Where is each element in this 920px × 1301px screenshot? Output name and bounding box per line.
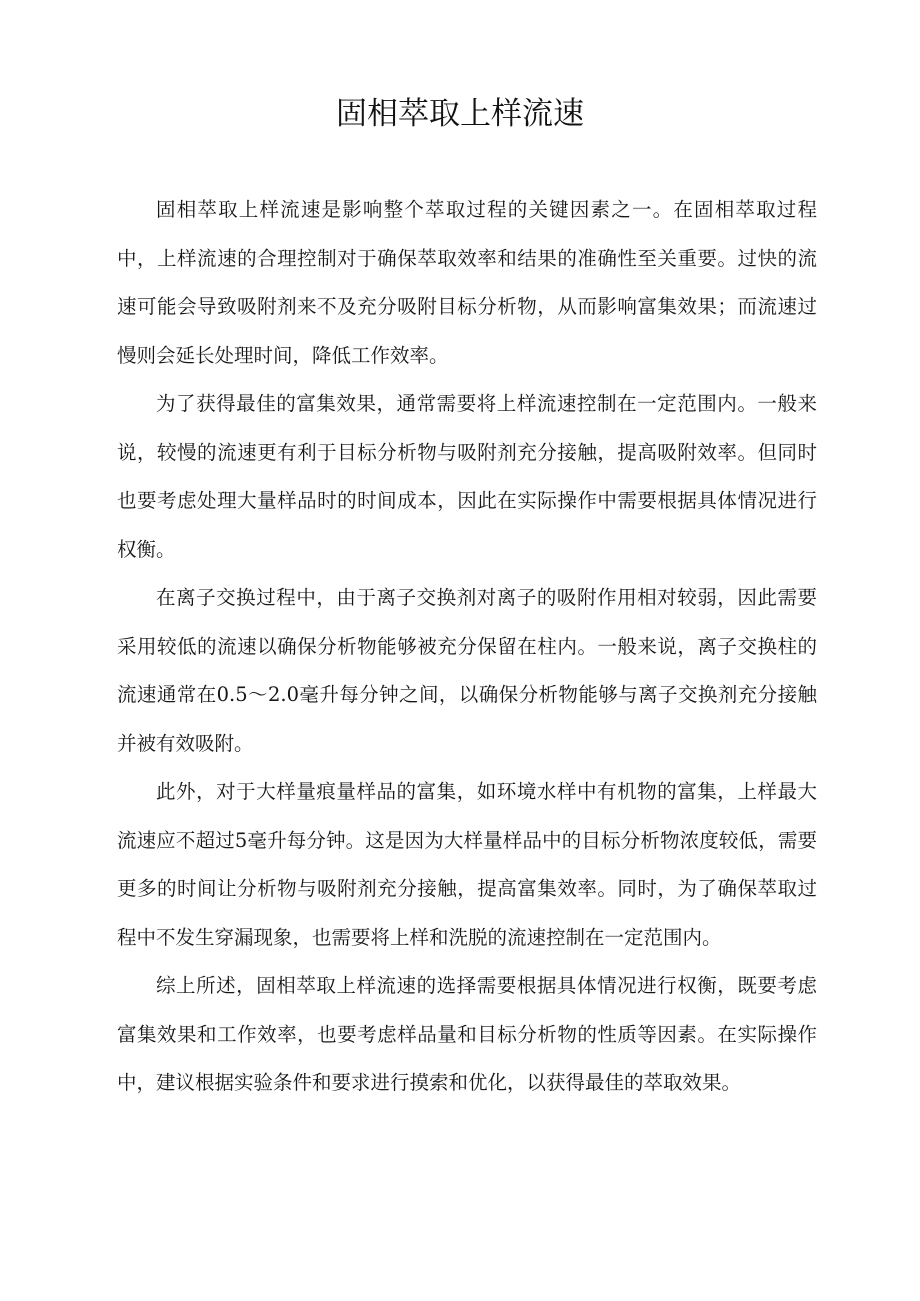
paragraph: 在离子交换过程中，由于离子交换剂对离子的吸附作用相对较弱，因此需要采用较低的流速以确保分析物能够被充分保留在柱内。一般来说，离子交换柱的流速通常在0.5〜2.0毫升每分钟之间，以确保分析物能够与离子交换剂充分接触并被有效吸附。: [117, 586, 817, 755]
paragraph: 综上所述，固相萃取上样流速的选择需要根据具体情况进行权衡，既要考虑富集效果和工作效率，也要考虑样品量和目标分析物的性质等因素。在实际操作中，建议根据实验条件和要求进行摸索和优化，以获得最佳的萃取效果。: [117, 974, 817, 1094]
paragraph: 为了获得最佳的富集效果，通常需要将上样流速控制在一定范围内。一般来说，较慢的流速更有利于目标分析物与吸附剂充分接触，提高吸附效率。但同时也要考虑处理大量样品时的时间成本，因此在实际操作中需要根据具体情况进行权衡。: [117, 392, 817, 561]
document-title: 固相萃取上样流速: [336, 96, 584, 132]
document-body: [117, 186, 817, 1108]
paragraph: 固相萃取上样流速是影响整个萃取过程的关键因素之一。在固相萃取过程中，上样流速的合理控制对于确保萃取效率和结果的准确性至关重要。过快的流速可能会导致吸附剂来不及充分吸附目标分析物，从而影响富集效果；而流速过慢则会延长处理时间，降低工作效率。: [117, 198, 817, 367]
paragraph: 此外，对于大样量痕量样品的富集，如环境水样中有机物的富集，上样最大流速应不超过5毫升每分钟。这是因为大样量样品中的目标分析物浓度较低，需要更多的时间让分析物与吸附剂充分接触，提高富集效率。同时，为了确保萃取过程中不发生穿漏现象，也需要将上样和洗脱的流速控制在一定范围内。: [117, 780, 817, 949]
